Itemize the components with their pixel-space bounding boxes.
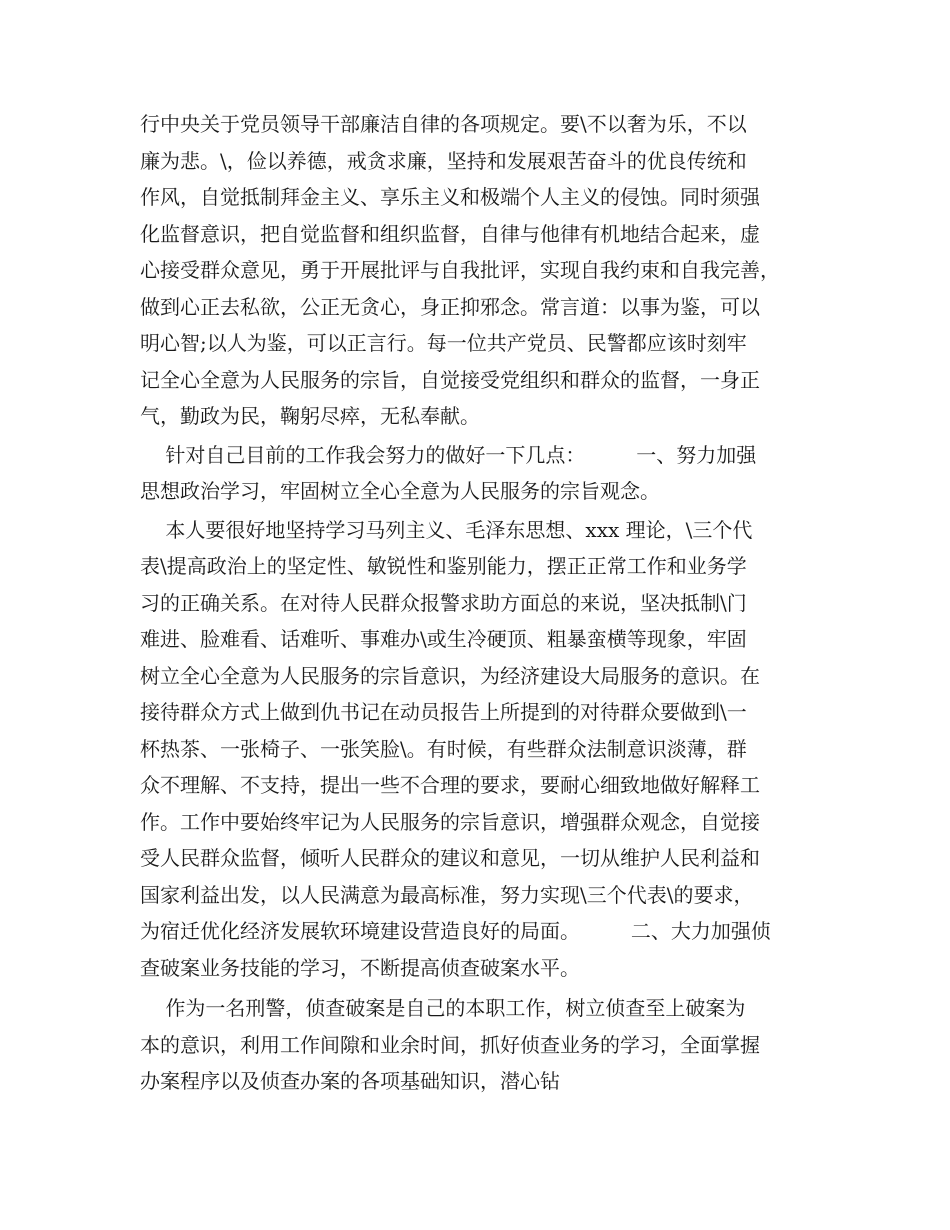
text-line: 国家利益出发，以人民满意为最高标准，努力实现\三个代表\的要求， — [140, 882, 754, 907]
text-line: 针对自己目前的工作我会努力的做好一下几点： 一、努力加强 — [140, 442, 757, 467]
text-line: 思想政治学习，牢固树立全心全意为人民服务的宗旨观念。 — [140, 479, 660, 503]
text-line: 树立全心全意为人民服务的宗旨意识，为经济建设大局服务的意识。在 — [140, 663, 760, 688]
text-line: 查破案业务技能的学习，不断提高侦查破案水平。 — [140, 955, 580, 980]
text-line: 气，勤政为民，鞠躬尽瘁，无私奉献。 — [140, 404, 480, 428]
text-line: 表\提高政治上的坚定性、敏锐性和鉴别能力，摆正正常工作和业务学 — [140, 554, 747, 578]
text-line: 办案程序以及侦查办案的各项基础知识，潜心钻 — [140, 1069, 560, 1093]
text-line: 作。工作中要始终牢记为人民服务的宗旨意识，增强群众观念，自觉接 — [140, 809, 760, 834]
text-line: 化监督意识，把自觉监督和组织监督，自律与他律有机地结合起来，虚 — [140, 221, 760, 246]
text-line: 本的意识，利用工作间隙和业余时间，抓好侦查业务的学习，全面掌握 — [140, 1032, 760, 1057]
document-body — [140, 106, 820, 1100]
text-line: 作为一名刑警，侦查破案是自己的本职工作，树立侦查至上破案为 — [140, 996, 746, 1020]
text-line: 难进、脸难看、话难听、事难办\或生冷硬顶、粗暴蛮横等现象，牢固 — [140, 627, 747, 651]
text-line: 明心智;以人为鉴，可以正言行。每一位共产党员、民警都应该时刻牢 — [140, 331, 747, 355]
text-line: 受人民群众监督，倾听人民群众的建议和意见，一切从维护人民利益和 — [140, 846, 760, 870]
text-line: 作风，自觉抵制拜金主义、享乐主义和极端个人主义的侵蚀。同时须强 — [140, 185, 760, 209]
text-line: 杯热茶、一张椅子、一张笑脸\。有时候，有些群众法制意识淡薄，群 — [140, 736, 747, 761]
text-line: 行中央关于党员领导干部廉洁自律的各项规定。要\不以奢为乐，不以 — [140, 112, 747, 136]
text-line: 记全心全意为人民服务的宗旨，自觉接受党组织和群众的监督，一身正 — [140, 367, 760, 392]
text-line: 本人要很好地坚持学习马列主义、毛泽东思想、xxx 理论，\三个代 — [140, 517, 753, 542]
text-line: 廉为悲。\，俭以养德，戒贪求廉，坚持和发展艰苦奋斗的优良传统和 — [140, 148, 747, 173]
text-line: 做到心正去私欲，公正无贪心，身正抑邪念。常言道：以事为鉴，可以 — [140, 294, 760, 319]
text-line: 众不理解、不支持，提出一些不合理的要求，要耐心细致地做好解释工 — [140, 773, 760, 797]
text-line: 心接受群众意见，勇于开展批评与自我批评，实现自我约束和自我完善， — [140, 258, 780, 282]
text-line: 为宿迁优化经济发展软环境建设营造良好的局面。 二、大力加强侦 — [140, 919, 771, 943]
text-line: 习的正确关系。在对待人民群众报警求助方面总的来说，坚决抵制\门 — [140, 590, 747, 615]
text-line: 接待群众方式上做到仇书记在动员报告上所提到的对待群众要做到\一 — [140, 700, 747, 724]
